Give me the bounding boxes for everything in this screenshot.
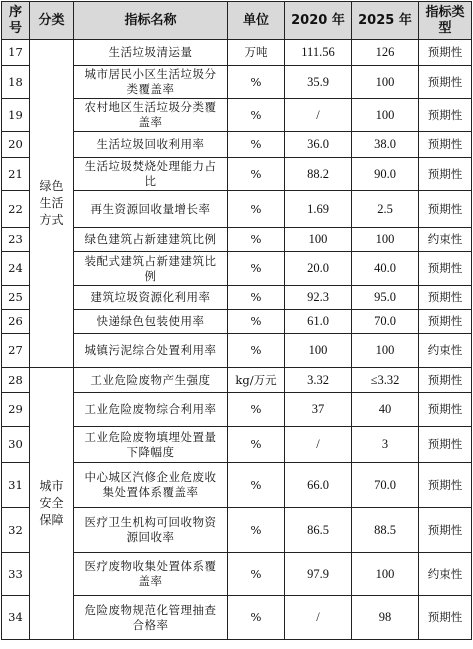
header-row [2, 2, 472, 40]
row-unit: % [228, 158, 285, 191]
row-2025: 100 [352, 99, 419, 132]
header-2020: 2020 年 [285, 2, 352, 40]
header-unit: 单位 [228, 2, 285, 40]
row-name: 生活垃圾回收利用率 [74, 132, 228, 158]
row-2020: 100 [285, 334, 352, 368]
row-type: 预期性 [419, 596, 472, 640]
row-2020: / [285, 596, 352, 640]
header-name: 指标名称 [74, 2, 228, 40]
row-name: 装配式建筑占新建建筑比例 [74, 252, 228, 286]
row-id: 27 [2, 334, 30, 368]
row-name: 城镇污泥综合处置利用率 [74, 334, 228, 368]
row-type: 预期性 [419, 463, 472, 508]
row-2020: 88.2 [285, 158, 352, 191]
row-2025: 38.0 [352, 132, 419, 158]
row-name: 工业危险废物产生强度 [74, 368, 228, 393]
row-2020: 20.0 [285, 252, 352, 286]
row-id: 17 [2, 40, 30, 66]
row-2020: 97.9 [285, 553, 352, 596]
row-type: 约束性 [419, 228, 472, 252]
row-2025: 98 [352, 596, 419, 640]
row-name: 危险废物规范化管理抽查合格率 [74, 596, 228, 640]
row-2020: 1.69 [285, 191, 352, 228]
row-id: 24 [2, 252, 30, 286]
row-2020: 66.0 [285, 463, 352, 508]
row-name: 绿色建筑占新建建筑比例 [74, 228, 228, 252]
row-id: 26 [2, 310, 30, 334]
row-name: 再生资源回收量增长率 [74, 191, 228, 228]
row-type: 预期性 [419, 393, 472, 427]
row-type: 预期性 [419, 368, 472, 393]
row-id: 29 [2, 393, 30, 427]
row-2020: 86.5 [285, 508, 352, 553]
header-type: 指标类型 [419, 2, 472, 40]
header-2025: 2025 年 [352, 2, 419, 40]
table-row [2, 368, 472, 393]
row-type: 预期性 [419, 40, 472, 66]
row-name: 工业危险废物综合利用率 [74, 393, 228, 427]
row-2025: 70.0 [352, 310, 419, 334]
row-id: 32 [2, 508, 30, 553]
row-2025: 70.0 [352, 463, 419, 508]
row-unit: % [228, 228, 285, 252]
row-name: 医疗卫生机构可回收物资源回收率 [74, 508, 228, 553]
row-2025: 95.0 [352, 286, 419, 310]
row-type: 预期性 [419, 427, 472, 463]
row-name: 快递绿色包装使用率 [74, 310, 228, 334]
row-type: 约束性 [419, 553, 472, 596]
row-2025: ≤3.32 [352, 368, 419, 393]
row-unit: kg/万元 [228, 368, 285, 393]
row-type: 预期性 [419, 508, 472, 553]
row-unit: % [228, 393, 285, 427]
row-2020: / [285, 427, 352, 463]
row-name: 中心城区汽修企业危废收集处置体系覆盖率 [74, 463, 228, 508]
row-id: 21 [2, 158, 30, 191]
row-unit: % [228, 132, 285, 158]
row-2025: 100 [352, 334, 419, 368]
row-id: 20 [2, 132, 30, 158]
row-name: 农村地区生活垃圾分类覆盖率 [74, 99, 228, 132]
row-2025: 100 [352, 228, 419, 252]
row-2020: 3.32 [285, 368, 352, 393]
row-type: 预期性 [419, 310, 472, 334]
row-unit: % [228, 66, 285, 99]
row-2025: 126 [352, 40, 419, 66]
row-2025: 88.5 [352, 508, 419, 553]
row-2020: 100 [285, 228, 352, 252]
row-unit: % [228, 427, 285, 463]
row-name: 建筑垃圾资源化利用率 [74, 286, 228, 310]
row-2020: 37 [285, 393, 352, 427]
row-name: 工业危险废物填埋处置量下降幅度 [74, 427, 228, 463]
row-id: 23 [2, 228, 30, 252]
row-unit: % [228, 99, 285, 132]
row-type: 预期性 [419, 66, 472, 99]
indicator-table [1, 1, 472, 640]
row-unit: % [228, 553, 285, 596]
row-2020: 61.0 [285, 310, 352, 334]
row-name: 医疗废物收集处置体系覆盖率 [74, 553, 228, 596]
row-type: 预期性 [419, 252, 472, 286]
row-id: 25 [2, 286, 30, 310]
row-type: 预期性 [419, 99, 472, 132]
row-2020: 35.9 [285, 66, 352, 99]
header-category: 分类 [30, 2, 74, 40]
category-cell-green: 绿色生活方式 [30, 40, 74, 368]
row-type: 约束性 [419, 334, 472, 368]
table-row [2, 40, 472, 66]
row-2025: 100 [352, 553, 419, 596]
row-unit: 万吨 [228, 40, 285, 66]
row-name: 城市居民小区生活垃圾分类覆盖率 [74, 66, 228, 99]
row-unit: % [228, 596, 285, 640]
row-2025: 2.5 [352, 191, 419, 228]
row-2025: 100 [352, 66, 419, 99]
row-unit: % [228, 191, 285, 228]
row-unit: % [228, 508, 285, 553]
row-unit: % [228, 334, 285, 368]
row-2020: 92.3 [285, 286, 352, 310]
row-id: 19 [2, 99, 30, 132]
row-2025: 40 [352, 393, 419, 427]
row-2020: 111.56 [285, 40, 352, 66]
row-name: 生活垃圾焚烧处理能力占比 [74, 158, 228, 191]
row-type: 预期性 [419, 132, 472, 158]
row-2020: 36.0 [285, 132, 352, 158]
header-id: 序号 [2, 2, 30, 40]
row-unit: % [228, 286, 285, 310]
row-2025: 90.0 [352, 158, 419, 191]
row-id: 33 [2, 553, 30, 596]
row-2020: / [285, 99, 352, 132]
row-id: 22 [2, 191, 30, 228]
row-type: 预期性 [419, 191, 472, 228]
row-id: 34 [2, 596, 30, 640]
row-unit: % [228, 252, 285, 286]
row-id: 18 [2, 66, 30, 99]
row-unit: % [228, 310, 285, 334]
category-cell-safety: 城市安全保障 [30, 368, 74, 640]
row-id: 30 [2, 427, 30, 463]
row-unit: % [228, 463, 285, 508]
row-id: 31 [2, 463, 30, 508]
row-type: 预期性 [419, 286, 472, 310]
row-id: 28 [2, 368, 30, 393]
row-2025: 3 [352, 427, 419, 463]
row-type: 预期性 [419, 158, 472, 191]
row-2025: 40.0 [352, 252, 419, 286]
row-name: 生活垃圾清运量 [74, 40, 228, 66]
